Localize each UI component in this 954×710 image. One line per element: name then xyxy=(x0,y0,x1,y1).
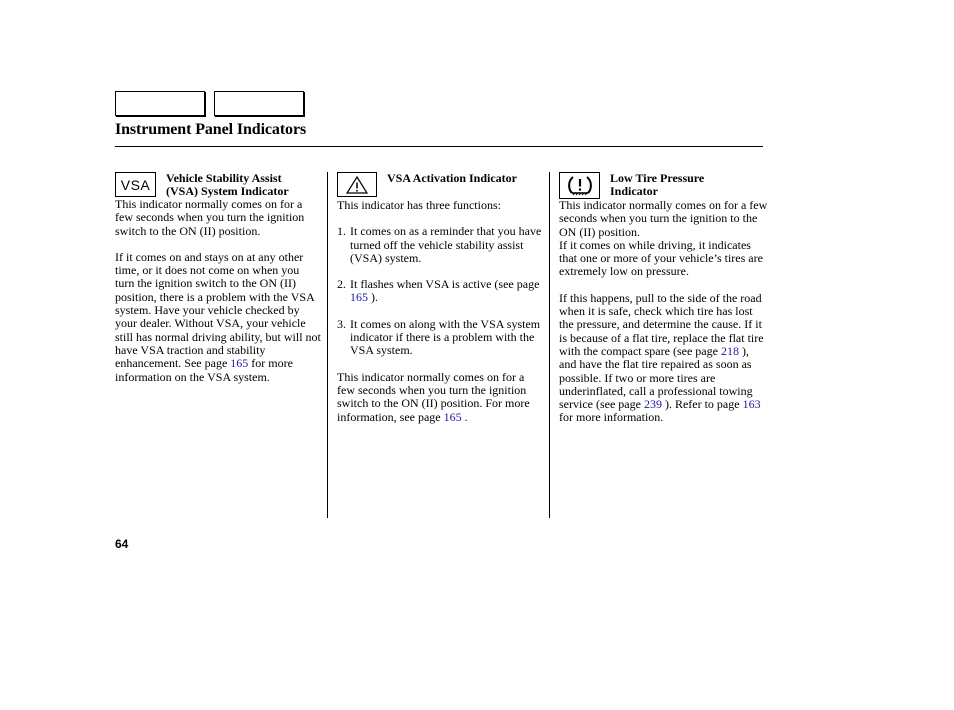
paragraph: This indicator normally comes on for a few seconds when you turn the ignition switch to the ON (II) position. xyxy=(115,197,305,238)
page-link-218[interactable]: 218 xyxy=(720,343,739,358)
text-run: This indicator normally comes on for a few seconds when you turn the ignition switch to the ON (II) position. For more information, see page xyxy=(337,369,530,424)
tire-pressure-icon xyxy=(559,172,600,199)
vsa-system-heading xyxy=(166,172,316,198)
paragraph: This indicator normally comes on for a few seconds when you turn the ignition to the ON (II) position. xyxy=(559,198,768,239)
column-divider xyxy=(327,172,328,518)
list-item xyxy=(337,278,545,305)
heading-line: Vehicle Stability Assist xyxy=(166,171,282,185)
low-tire-pressure-body xyxy=(559,199,769,425)
list-item xyxy=(337,225,545,265)
paragraph xyxy=(115,251,321,384)
text-run: If this happens, pull to the side of the road when it is safe, check which tire has lost the pressure, and determine the cause. If it is because of a flat tire, replace the flat tire with the compact spare (see page xyxy=(559,290,764,358)
paragraph: This indicator has three functions: xyxy=(337,198,501,212)
vsa-indicator-icon: VSA xyxy=(115,172,156,197)
text-run: . xyxy=(461,409,468,424)
warning-triangle-icon xyxy=(337,172,377,197)
list-text: It comes on as a reminder that you have turned off the vehicle stability assist (VSA) system. xyxy=(350,224,542,265)
column-divider xyxy=(549,172,550,518)
list-number: 3. xyxy=(337,316,346,331)
page-link-163[interactable]: 163 xyxy=(742,397,761,412)
text-run: ), and have the flat tire repaired as soon as possible. If two or more tires are underinflated, call a professional towing service (see page xyxy=(559,343,753,412)
text-run: If it comes on and stays on at any other time, or it does not come on when you turn the ignition switch to the ON (II) position, there is a problem with the VSA system. Have your vehicle checked by your dealer. Without VSA, your vehicle still has normal driving ability, but will not have VSA traction and stability enhancement. See page xyxy=(115,249,321,371)
page-link-165[interactable]: 165 xyxy=(230,356,249,371)
page-link-239[interactable]: 239 xyxy=(643,397,662,412)
text-run: ). xyxy=(368,290,378,305)
list-item xyxy=(337,318,545,358)
tire-pressure-icon xyxy=(565,174,595,198)
list-text: It comes on along with the VSA system indicator if there is a problem with the VSA system. xyxy=(350,316,541,358)
warning-triangle-icon xyxy=(346,176,368,194)
heading-line: Low Tire Pressure xyxy=(610,171,705,185)
list-text xyxy=(350,278,545,305)
vsa-system-body xyxy=(115,198,321,384)
list-number: 2. xyxy=(337,277,346,292)
text-run: for more information on the VSA system. xyxy=(115,356,293,384)
heading-line: Indicator xyxy=(610,184,658,198)
paragraph xyxy=(559,292,769,425)
title-divider xyxy=(115,146,763,147)
nav-button-previous[interactable] xyxy=(115,91,205,116)
vsa-activation-body xyxy=(337,199,545,424)
paragraph: If it comes on while driving, it indicates that one or more of your vehicle’s tires are extremely low on pressure. xyxy=(559,237,763,279)
page-link-165[interactable]: 165 xyxy=(350,290,368,305)
low-tire-pressure-heading xyxy=(610,172,760,198)
list-number: 1. xyxy=(337,224,346,239)
page-title: Instrument Panel Indicators xyxy=(115,121,307,138)
page-link-165[interactable]: 165 xyxy=(443,409,462,424)
text-run: It flashes when VSA is active (see page xyxy=(350,277,540,292)
heading-line: (VSA) System Indicator xyxy=(166,184,289,198)
page-number: 64 xyxy=(115,537,129,551)
text-run: for more information. xyxy=(559,410,664,425)
text-run: ). Refer to page xyxy=(661,397,743,412)
nav-button-next[interactable] xyxy=(214,91,304,116)
paragraph xyxy=(337,371,545,424)
vsa-activation-heading: VSA Activation Indicator xyxy=(387,171,518,185)
